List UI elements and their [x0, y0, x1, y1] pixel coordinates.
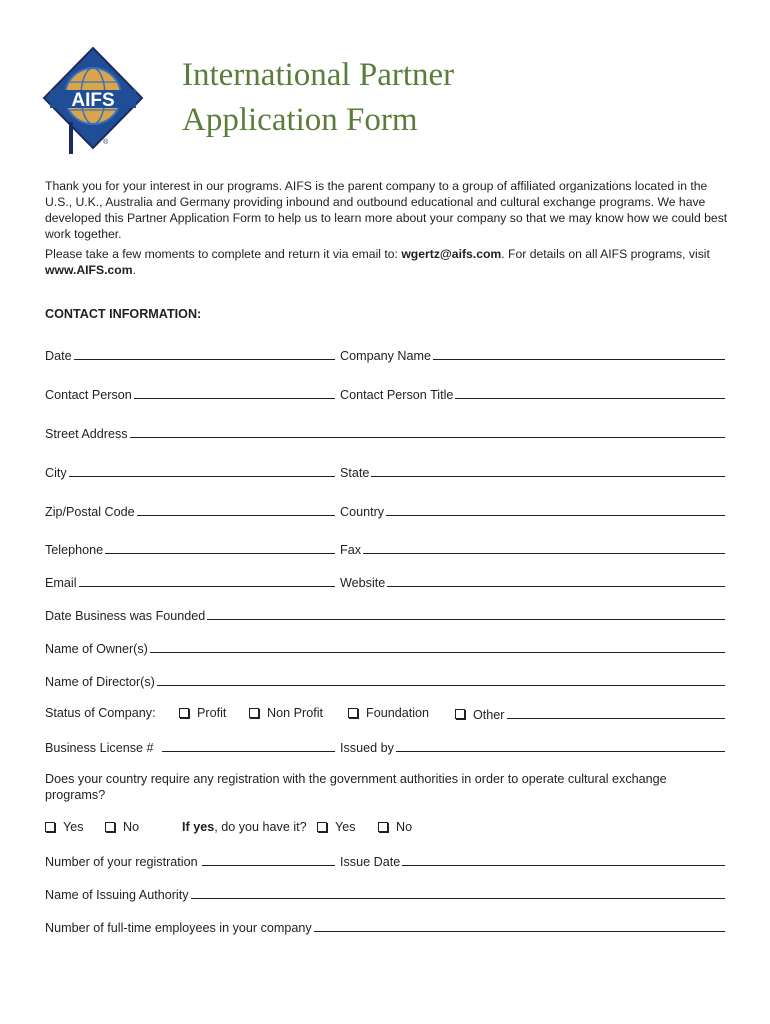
registration-question: Does your country require any registration with the government authorities in order to operate cultural exchange programs?: [45, 772, 667, 802]
status-profit-option[interactable]: [179, 704, 226, 722]
email-label: Email: [45, 576, 77, 590]
registration-no-option[interactable]: [105, 818, 139, 836]
registration-number-line[interactable]: [202, 853, 335, 866]
logo-text: AIFS: [71, 90, 115, 111]
street-address-field[interactable]: [45, 423, 725, 441]
foundation-label: Foundation: [366, 706, 430, 720]
if-yes-text: [182, 818, 307, 836]
non-profit-checkbox[interactable]: [249, 708, 259, 718]
employees-line[interactable]: [314, 919, 725, 932]
directors-label: Name of Director(s): [45, 675, 155, 689]
foundation-checkbox[interactable]: [348, 708, 358, 718]
have-no-label: No: [396, 820, 413, 834]
contact-person-title-field[interactable]: [340, 384, 725, 402]
title-line-1: International Partner: [182, 57, 455, 93]
employees-field[interactable]: [45, 917, 725, 935]
registration-yes-label: Yes: [63, 820, 84, 834]
registration-number-label: Number of your registration: [45, 855, 198, 869]
email-field[interactable]: [45, 572, 335, 590]
owners-field[interactable]: [45, 638, 725, 656]
if-yes-bold: If yes: [182, 820, 215, 834]
email-line[interactable]: [79, 574, 336, 587]
contact-email[interactable]: wgertz@aifs.com: [401, 247, 502, 261]
date-field[interactable]: [45, 345, 335, 363]
issued-by-field[interactable]: [340, 737, 725, 755]
row-contact-person: [45, 384, 725, 402]
date-line[interactable]: [74, 347, 335, 360]
contact-person-field[interactable]: [45, 384, 335, 402]
business-license-label: Business License #: [45, 741, 154, 755]
country-field[interactable]: [340, 501, 725, 519]
registration-yes-option[interactable]: [45, 818, 84, 836]
zip-line[interactable]: [137, 503, 335, 516]
employees-label: Number of full-time employees in your company: [45, 921, 312, 935]
directors-field[interactable]: [45, 671, 725, 689]
row-employees: [45, 917, 725, 935]
issue-date-field[interactable]: [340, 851, 725, 869]
have-yes-checkbox[interactable]: [317, 822, 327, 832]
have-yes-option[interactable]: [317, 818, 356, 836]
row-owners: [45, 638, 725, 656]
aifs-logo: [38, 44, 148, 160]
website-field[interactable]: [340, 572, 725, 590]
have-yes-label: Yes: [335, 820, 356, 834]
owners-label: Name of Owner(s): [45, 642, 148, 656]
date-founded-label: Date Business was Founded: [45, 609, 206, 623]
state-line[interactable]: [371, 464, 725, 477]
other-label: Other: [473, 708, 505, 722]
instructions-text-3: .: [132, 263, 136, 277]
website-label: Website: [340, 576, 386, 590]
contact-person-line[interactable]: [134, 386, 335, 399]
other-checkbox[interactable]: [455, 709, 465, 719]
telephone-line[interactable]: [105, 541, 335, 554]
street-address-line[interactable]: [130, 425, 725, 438]
title-line-2: Application Form: [182, 102, 418, 138]
row-telephone-fax: [45, 539, 725, 557]
profit-checkbox[interactable]: [179, 708, 189, 718]
profit-label: Profit: [197, 706, 227, 720]
street-address-label: Street Address: [45, 427, 128, 441]
instructions-text-2: . For details on all AIFS programs, visit: [501, 247, 710, 261]
contact-person-label: Contact Person: [45, 388, 132, 402]
directors-line[interactable]: [157, 673, 725, 686]
business-license-field[interactable]: [45, 737, 335, 755]
row-street-address: [45, 423, 725, 441]
issuing-authority-line[interactable]: [191, 886, 726, 899]
status-other-option[interactable]: [455, 704, 725, 722]
state-label: State: [340, 466, 370, 480]
company-name-line[interactable]: [433, 347, 725, 360]
aifs-website-link[interactable]: www.AIFS.com: [45, 263, 133, 277]
zip-field[interactable]: [45, 501, 335, 519]
row-registration-answer: [45, 818, 725, 836]
status-foundation-option[interactable]: [348, 704, 429, 722]
issuing-authority-label: Name of Issuing Authority: [45, 888, 189, 902]
fax-field[interactable]: [340, 539, 725, 557]
business-license-line[interactable]: [162, 739, 335, 752]
owners-line[interactable]: [150, 640, 725, 653]
country-label: Country: [340, 505, 385, 519]
fax-line[interactable]: [363, 541, 725, 554]
city-label: City: [45, 466, 67, 480]
issuing-authority-field[interactable]: [45, 884, 725, 902]
row-date-company: [45, 345, 725, 363]
registration-yes-checkbox[interactable]: [45, 822, 55, 832]
issued-by-line[interactable]: [396, 739, 725, 752]
contact-info-heading: CONTACT INFORMATION:: [45, 307, 202, 321]
status-non-profit-option[interactable]: [249, 704, 323, 722]
if-yes-rest: , do you have it?: [214, 820, 307, 834]
row-registration-number: [45, 851, 725, 869]
country-line[interactable]: [386, 503, 725, 516]
row-email-website: [45, 572, 725, 590]
row-business-license: [45, 737, 725, 755]
telephone-label: Telephone: [45, 543, 104, 557]
city-line[interactable]: [69, 464, 335, 477]
telephone-field[interactable]: [45, 539, 335, 557]
instructions-text: Please take a few moments to complete and return it via email to:: [45, 247, 402, 261]
company-name-field[interactable]: [340, 345, 725, 363]
company-name-label: Company Name: [340, 349, 431, 363]
registered-mark: ®: [103, 139, 109, 146]
contact-person-title-label: Contact Person Title: [340, 388, 454, 402]
row-zip-country: [45, 501, 725, 519]
row-issuing-authority: [45, 884, 725, 902]
other-line[interactable]: [507, 706, 726, 719]
state-field[interactable]: [340, 462, 725, 480]
row-date-founded: [45, 605, 725, 623]
issue-date-line[interactable]: [402, 853, 725, 866]
date-label: Date: [45, 349, 72, 363]
zip-label: Zip/Postal Code: [45, 505, 135, 519]
website-line[interactable]: [387, 574, 725, 587]
fax-label: Fax: [340, 543, 361, 557]
instructions-paragraph: [45, 246, 729, 278]
row-city-state: [45, 462, 725, 480]
non-profit-label: Non Profit: [267, 706, 323, 720]
registration-no-checkbox[interactable]: [105, 822, 115, 832]
registration-no-label: No: [123, 820, 140, 834]
row-directors: [45, 671, 725, 689]
date-founded-line[interactable]: [207, 607, 725, 620]
row-status: [45, 704, 725, 722]
registration-number-field[interactable]: [45, 851, 335, 869]
city-field[interactable]: [45, 462, 335, 480]
intro-paragraph: Thank you for your interest in our programs. AIFS is the parent company to a group of affiliated organizations located in the U.S., U.K., Australia and Germany providing inbound and outbound educational and cultural exchange programs. We have developed this Partner Application Form to help us to learn more about your company so that we may know how we could best work together.: [45, 179, 728, 241]
have-no-checkbox[interactable]: [378, 822, 388, 832]
date-founded-field[interactable]: [45, 605, 725, 623]
issued-by-label: Issued by: [340, 741, 394, 755]
contact-person-title-line[interactable]: [455, 386, 725, 399]
issue-date-label: Issue Date: [340, 855, 401, 869]
status-label: Status of Company:: [45, 706, 156, 720]
have-no-option[interactable]: [378, 818, 412, 836]
